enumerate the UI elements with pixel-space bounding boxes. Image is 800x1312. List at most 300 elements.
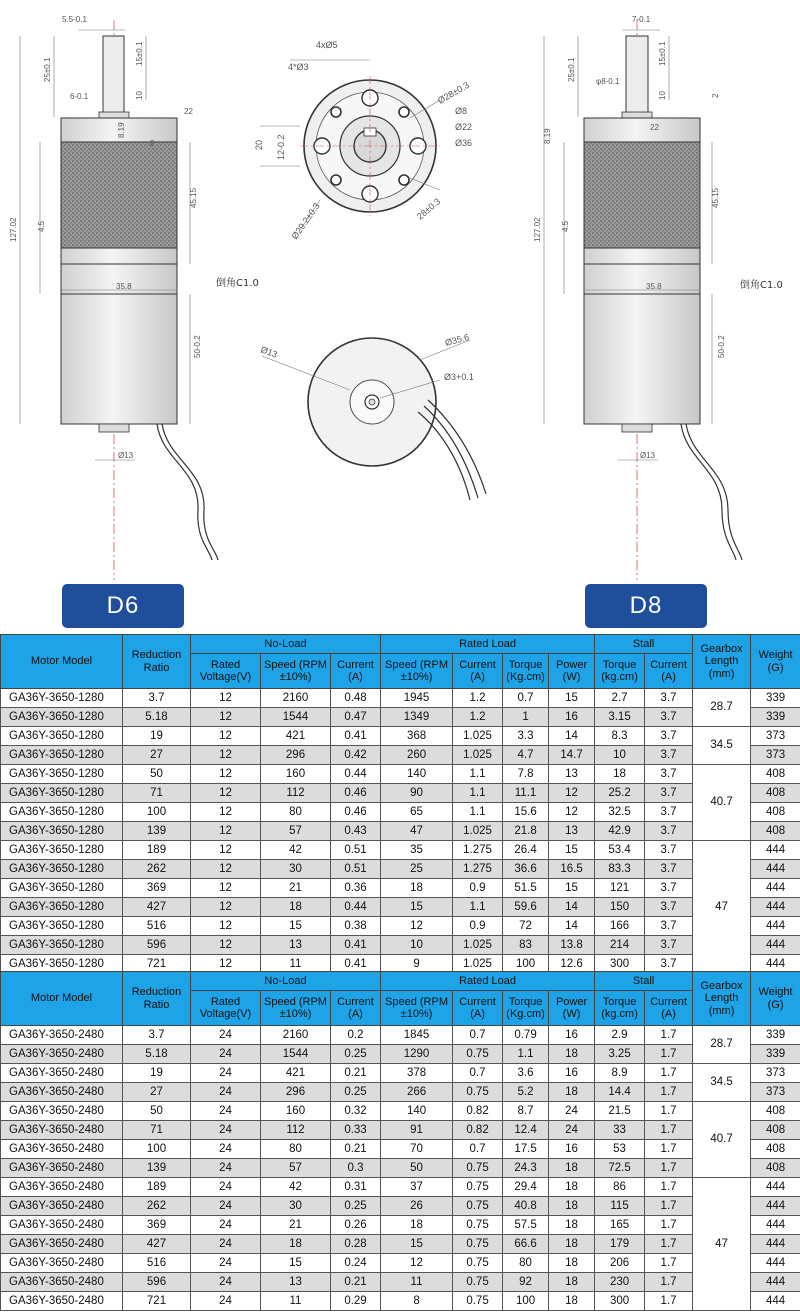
model-cell: GA36Y-3650-1280 <box>1 936 123 955</box>
table-row <box>1 1216 800 1235</box>
model-cell: GA36Y-3650-1280 <box>1 917 123 936</box>
motor-dimension-drawing <box>0 0 800 632</box>
rated-speed-cell: 8 <box>381 1292 453 1311</box>
weight-cell: 444 <box>751 955 800 974</box>
stall-current-cell: 1.7 <box>645 1178 693 1197</box>
stall-current-cell: 3.7 <box>645 727 693 746</box>
stall-current-cell: 3.7 <box>645 708 693 727</box>
rated-current-cell: 1.1 <box>453 784 503 803</box>
rated-power-cell: 12.6 <box>549 955 595 974</box>
stall-current-cell: 3.7 <box>645 917 693 936</box>
rated-speed-cell: 1945 <box>381 689 453 708</box>
noload-speed-cell: 421 <box>261 727 331 746</box>
weight-cell: 339 <box>751 1026 800 1045</box>
voltage-cell: 12 <box>191 860 261 879</box>
rated-torque-cell: 11.1 <box>503 784 549 803</box>
weight-cell: 408 <box>751 1102 800 1121</box>
model-cell: GA36Y-3650-1280 <box>1 784 123 803</box>
weight-cell: 408 <box>751 784 800 803</box>
table-body <box>1 689 800 974</box>
noload-current-cell: 0.32 <box>331 1102 381 1121</box>
model-cell: GA36Y-3650-2480 <box>1 1102 123 1121</box>
voltage-cell: 12 <box>191 917 261 936</box>
rated-speed-cell: 26 <box>381 1197 453 1216</box>
weight-cell: 373 <box>751 1083 800 1102</box>
dim-label: 5.5-0.1 <box>62 15 87 24</box>
rated-speed-cell: 37 <box>381 1178 453 1197</box>
voltage-cell: 24 <box>191 1197 261 1216</box>
model-cell: GA36Y-3650-2480 <box>1 1254 123 1273</box>
table-row <box>1 841 800 860</box>
voltage-cell: 12 <box>191 841 261 860</box>
voltage-cell: 24 <box>191 1254 261 1273</box>
voltage-cell: 12 <box>191 784 261 803</box>
rated-torque-cell: 1.1 <box>503 1045 549 1064</box>
noload-current-cell: 0.31 <box>331 1178 381 1197</box>
dim-label: Ø35.6 <box>443 331 471 348</box>
table-row <box>1 1292 800 1311</box>
rated-power-cell: 18 <box>549 1292 595 1311</box>
gearbox-length-cell: 34.5 <box>693 1064 751 1102</box>
rated-power-cell: 18 <box>549 1254 595 1273</box>
rated-torque-cell: 51.5 <box>503 879 549 898</box>
voltage-cell: 24 <box>191 1045 261 1064</box>
rated-speed-cell: 25 <box>381 860 453 879</box>
weight-cell: 339 <box>751 689 800 708</box>
rated-current-cell: 0.75 <box>453 1045 503 1064</box>
ratio-cell: 516 <box>123 917 191 936</box>
ratio-cell: 100 <box>123 1140 191 1159</box>
dim-label: Ø13 <box>640 451 656 460</box>
dim-label: 4.5 <box>561 220 570 232</box>
rated-speed-cell: 1349 <box>381 708 453 727</box>
rated-power-cell: 13.8 <box>549 936 595 955</box>
rated-speed-cell: 70 <box>381 1140 453 1159</box>
noload-speed-cell: 2160 <box>261 689 331 708</box>
noload-speed-cell: 421 <box>261 1064 331 1083</box>
rated-power-cell: 18 <box>549 1178 595 1197</box>
voltage-cell: 12 <box>191 746 261 765</box>
noload-speed-cell: 21 <box>261 1216 331 1235</box>
stall-torque-cell: 2.7 <box>595 689 645 708</box>
weight-cell: 444 <box>751 1254 800 1273</box>
weight-cell: 444 <box>751 1273 800 1292</box>
dim-label: 6-0.1 <box>70 92 89 101</box>
ratio-cell: 369 <box>123 1216 191 1235</box>
voltage-cell: 24 <box>191 1273 261 1292</box>
noload-current-cell: 0.41 <box>331 936 381 955</box>
voltage-cell: 12 <box>191 955 261 974</box>
rated-torque-cell: 3.6 <box>503 1064 549 1083</box>
noload-speed-cell: 42 <box>261 1178 331 1197</box>
rated-speed-cell: 378 <box>381 1064 453 1083</box>
model-cell: GA36Y-3650-2480 <box>1 1292 123 1311</box>
stall-current-cell: 1.7 <box>645 1292 693 1311</box>
rated-current-cell: 1.025 <box>453 936 503 955</box>
noload-speed-cell: 30 <box>261 860 331 879</box>
rated-power-cell: 15 <box>549 689 595 708</box>
gearbox-length-cell: 47 <box>693 841 751 974</box>
rated-current-cell: 0.82 <box>453 1102 503 1121</box>
dim-label: φ8-0.1 <box>596 77 620 86</box>
rated-power-cell: 14 <box>549 917 595 936</box>
dim-label: Ø3+0.1 <box>444 372 474 382</box>
noload-speed-cell: 11 <box>261 955 331 974</box>
dim-label: Ø29.2±0.3 <box>289 201 322 242</box>
model-cell: GA36Y-3650-1280 <box>1 708 123 727</box>
weight-cell: 444 <box>751 936 800 955</box>
rated-current-cell: 0.75 <box>453 1254 503 1273</box>
rated-power-cell: 12 <box>549 784 595 803</box>
ratio-cell: 721 <box>123 1292 191 1311</box>
stall-torque-cell: 121 <box>595 879 645 898</box>
noload-speed-cell: 1544 <box>261 708 331 727</box>
noload-speed-cell: 296 <box>261 1083 331 1102</box>
col-stall-torque: Torque (kg.cm) <box>595 654 645 689</box>
col-noload-current: Current (A) <box>331 654 381 689</box>
table-row <box>1 1026 800 1045</box>
rated-power-cell: 18 <box>549 1045 595 1064</box>
rated-current-cell: 1.1 <box>453 765 503 784</box>
stall-torque-cell: 53.4 <box>595 841 645 860</box>
stall-torque-cell: 214 <box>595 936 645 955</box>
rear-end-view <box>259 332 486 500</box>
rated-speed-cell: 1290 <box>381 1045 453 1064</box>
voltage-cell: 24 <box>191 1140 261 1159</box>
model-cell: GA36Y-3650-1280 <box>1 746 123 765</box>
rated-power-cell: 15 <box>549 879 595 898</box>
ratio-cell: 27 <box>123 1083 191 1102</box>
stall-current-cell: 1.7 <box>645 1159 693 1178</box>
voltage-cell: 24 <box>191 1178 261 1197</box>
stall-torque-cell: 25.2 <box>595 784 645 803</box>
rated-speed-cell: 18 <box>381 1216 453 1235</box>
rated-torque-cell: 80 <box>503 1254 549 1273</box>
voltage-cell: 24 <box>191 1121 261 1140</box>
col-noload-current: Current (A) <box>331 991 381 1026</box>
dim-label: 45.15 <box>711 187 720 208</box>
rated-power-cell: 16 <box>549 1026 595 1045</box>
stall-torque-cell: 21.5 <box>595 1102 645 1121</box>
table-row <box>1 765 800 784</box>
rated-speed-cell: 15 <box>381 898 453 917</box>
noload-speed-cell: 18 <box>261 1235 331 1254</box>
voltage-cell: 12 <box>191 708 261 727</box>
noload-speed-cell: 296 <box>261 746 331 765</box>
chamfer-note: 倒角C1.0 <box>740 280 783 291</box>
noload-speed-cell: 18 <box>261 898 331 917</box>
stall-torque-cell: 179 <box>595 1235 645 1254</box>
table-row <box>1 1045 800 1064</box>
weight-cell: 408 <box>751 1140 800 1159</box>
voltage-cell: 12 <box>191 727 261 746</box>
noload-current-cell: 0.44 <box>331 898 381 917</box>
group-rated-load: Rated Load <box>381 635 595 654</box>
voltage-cell: 12 <box>191 803 261 822</box>
noload-current-cell: 0.21 <box>331 1064 381 1083</box>
noload-current-cell: 0.43 <box>331 822 381 841</box>
rated-current-cell: 1.2 <box>453 689 503 708</box>
model-cell: GA36Y-3650-2480 <box>1 1064 123 1083</box>
stall-torque-cell: 18 <box>595 765 645 784</box>
noload-current-cell: 0.46 <box>331 784 381 803</box>
rated-current-cell: 1.025 <box>453 955 503 974</box>
weight-cell: 444 <box>751 860 800 879</box>
weight-cell: 444 <box>751 1197 800 1216</box>
left-side-view <box>9 15 259 580</box>
weight-cell: 444 <box>751 1216 800 1235</box>
stall-current-cell: 3.7 <box>645 746 693 765</box>
ratio-cell: 139 <box>123 822 191 841</box>
table-row <box>1 936 800 955</box>
rated-power-cell: 18 <box>549 1235 595 1254</box>
voltage-cell: 12 <box>191 879 261 898</box>
noload-current-cell: 0.21 <box>331 1140 381 1159</box>
stall-torque-cell: 42.9 <box>595 822 645 841</box>
ratio-cell: 100 <box>123 803 191 822</box>
dim-label: 4xØ5 <box>316 40 338 50</box>
noload-speed-cell: 1544 <box>261 1045 331 1064</box>
noload-speed-cell: 160 <box>261 765 331 784</box>
voltage-cell: 12 <box>191 936 261 955</box>
rated-current-cell: 1.1 <box>453 898 503 917</box>
rated-current-cell: 0.75 <box>453 1235 503 1254</box>
dim-label: 25±0.1 <box>567 57 576 82</box>
voltage-cell: 24 <box>191 1026 261 1045</box>
stall-torque-cell: 33 <box>595 1121 645 1140</box>
model-cell: GA36Y-3650-1280 <box>1 841 123 860</box>
stall-torque-cell: 230 <box>595 1273 645 1292</box>
rated-current-cell: 1.275 <box>453 841 503 860</box>
rated-power-cell: 24 <box>549 1121 595 1140</box>
rated-torque-cell: 40.8 <box>503 1197 549 1216</box>
weight-cell: 408 <box>751 1159 800 1178</box>
noload-current-cell: 0.24 <box>331 1254 381 1273</box>
rated-power-cell: 16 <box>549 1064 595 1083</box>
rated-power-cell: 12 <box>549 803 595 822</box>
stall-current-cell: 3.7 <box>645 936 693 955</box>
chamfer-note: 倒角C1.0 <box>216 278 259 289</box>
dim-label: Ø36 <box>455 138 473 148</box>
ratio-cell: 5.18 <box>123 1045 191 1064</box>
model-cell: GA36Y-3650-1280 <box>1 822 123 841</box>
stall-current-cell: 1.7 <box>645 1064 693 1083</box>
noload-current-cell: 0.21 <box>331 1273 381 1292</box>
rated-torque-cell: 57.5 <box>503 1216 549 1235</box>
noload-current-cell: 0.42 <box>331 746 381 765</box>
ratio-cell: 71 <box>123 784 191 803</box>
model-cell: GA36Y-3650-2480 <box>1 1178 123 1197</box>
noload-speed-cell: 80 <box>261 803 331 822</box>
col-stall-torque: Torque (kg.cm) <box>595 991 645 1026</box>
rated-power-cell: 16.5 <box>549 860 595 879</box>
col-gearbox-length: Gearbox Length (mm) <box>693 972 751 1026</box>
ratio-cell: 721 <box>123 955 191 974</box>
table-row <box>1 860 800 879</box>
model-cell: GA36Y-3650-1280 <box>1 803 123 822</box>
weight-cell: 373 <box>751 746 800 765</box>
dim-label: Ø13 <box>118 451 134 460</box>
table-row <box>1 746 800 765</box>
noload-speed-cell: 57 <box>261 822 331 841</box>
model-cell: GA36Y-3650-1280 <box>1 860 123 879</box>
dim-label: 4.5 <box>37 220 46 232</box>
stall-current-cell: 1.7 <box>645 1273 693 1292</box>
table-header <box>1 635 800 689</box>
noload-current-cell: 0.25 <box>331 1045 381 1064</box>
noload-current-cell: 0.41 <box>331 955 381 974</box>
ratio-cell: 19 <box>123 727 191 746</box>
ratio-cell: 516 <box>123 1254 191 1273</box>
rated-torque-cell: 72 <box>503 917 549 936</box>
stall-torque-cell: 166 <box>595 917 645 936</box>
voltage-cell: 12 <box>191 765 261 784</box>
table-row <box>1 727 800 746</box>
ratio-cell: 262 <box>123 860 191 879</box>
voltage-cell: 24 <box>191 1235 261 1254</box>
noload-current-cell: 0.41 <box>331 727 381 746</box>
col-weight: Weight (G) <box>751 972 800 1026</box>
ratio-cell: 596 <box>123 1273 191 1292</box>
table-row <box>1 1254 800 1273</box>
spec-table-12v <box>0 634 800 974</box>
stall-current-cell: 1.7 <box>645 1235 693 1254</box>
group-no-load: No-Load <box>191 972 381 991</box>
noload-speed-cell: 80 <box>261 1140 331 1159</box>
rated-power-cell: 18 <box>549 1159 595 1178</box>
table-row <box>1 822 800 841</box>
noload-current-cell: 0.25 <box>331 1197 381 1216</box>
weight-cell: 373 <box>751 1064 800 1083</box>
dim-label: 8.19 <box>117 122 126 138</box>
rated-torque-cell: 0.7 <box>503 689 549 708</box>
rated-speed-cell: 140 <box>381 765 453 784</box>
dim-label: 12-0.2 <box>276 134 286 160</box>
table-row <box>1 1083 800 1102</box>
rated-torque-cell: 59.6 <box>503 898 549 917</box>
col-rated-speed: Speed (RPM ±10%) <box>381 991 453 1026</box>
dim-label: 35.8 <box>646 282 662 291</box>
ratio-cell: 50 <box>123 1102 191 1121</box>
stall-torque-cell: 83.3 <box>595 860 645 879</box>
table-row <box>1 1235 800 1254</box>
rated-speed-cell: 12 <box>381 1254 453 1273</box>
rated-power-cell: 24 <box>549 1102 595 1121</box>
rated-torque-cell: 66.6 <box>503 1235 549 1254</box>
rated-torque-cell: 17.5 <box>503 1140 549 1159</box>
table-row <box>1 708 800 727</box>
gearbox-length-cell: 40.7 <box>693 1102 751 1178</box>
rated-power-cell: 16 <box>549 1140 595 1159</box>
noload-speed-cell: 112 <box>261 784 331 803</box>
dim-label: 22 <box>184 107 193 116</box>
rated-speed-cell: 50 <box>381 1159 453 1178</box>
noload-current-cell: 0.47 <box>331 708 381 727</box>
voltage-cell: 24 <box>191 1159 261 1178</box>
ratio-cell: 427 <box>123 1235 191 1254</box>
stall-torque-cell: 206 <box>595 1254 645 1273</box>
noload-current-cell: 0.44 <box>331 765 381 784</box>
noload-speed-cell: 57 <box>261 1159 331 1178</box>
model-cell: GA36Y-3650-2480 <box>1 1121 123 1140</box>
shaft-variant-badge: D6 <box>62 584 184 628</box>
stall-torque-cell: 14.4 <box>595 1083 645 1102</box>
stall-current-cell: 1.7 <box>645 1083 693 1102</box>
stall-current-cell: 1.7 <box>645 1102 693 1121</box>
group-stall: Stall <box>595 635 693 654</box>
ratio-cell: 50 <box>123 765 191 784</box>
col-motor-model: Motor Model <box>1 972 123 1026</box>
noload-current-cell: 0.51 <box>331 860 381 879</box>
rated-current-cell: 0.75 <box>453 1159 503 1178</box>
table-row <box>1 1102 800 1121</box>
model-cell: GA36Y-3650-2480 <box>1 1083 123 1102</box>
weight-cell: 339 <box>751 708 800 727</box>
rated-current-cell: 0.82 <box>453 1121 503 1140</box>
ratio-cell: 189 <box>123 1178 191 1197</box>
dim-label: 10 <box>135 91 144 100</box>
rated-speed-cell: 15 <box>381 1235 453 1254</box>
stall-current-cell: 1.7 <box>645 1045 693 1064</box>
rated-current-cell: 0.7 <box>453 1140 503 1159</box>
dim-label: 7-0.1 <box>632 15 651 24</box>
dim-label: 50-0.2 <box>193 335 202 358</box>
col-rated-current: Current (A) <box>453 654 503 689</box>
front-flange-view <box>254 40 472 241</box>
noload-current-cell: 0.26 <box>331 1216 381 1235</box>
gearbox-length-cell: 28.7 <box>693 1026 751 1064</box>
rated-speed-cell: 266 <box>381 1083 453 1102</box>
col-stall-current: Current (A) <box>645 654 693 689</box>
table-row <box>1 689 800 708</box>
rated-speed-cell: 65 <box>381 803 453 822</box>
col-rated-power: Power (W) <box>549 991 595 1026</box>
model-cell: GA36Y-3650-2480 <box>1 1026 123 1045</box>
col-weight: Weight (G) <box>751 635 800 689</box>
dim-label: 22 <box>650 123 659 132</box>
col-noload-speed: Speed (RPM ±10%) <box>261 991 331 1026</box>
table-row <box>1 1140 800 1159</box>
rated-torque-cell: 7.8 <box>503 765 549 784</box>
dim-label: 4*Ø3 <box>288 62 309 72</box>
rated-current-cell: 1.275 <box>453 860 503 879</box>
dim-label: 20 <box>254 139 264 150</box>
stall-current-cell: 3.7 <box>645 898 693 917</box>
rated-current-cell: 1.025 <box>453 822 503 841</box>
noload-speed-cell: 15 <box>261 1254 331 1273</box>
table-row <box>1 803 800 822</box>
model-cell: GA36Y-3650-1280 <box>1 727 123 746</box>
rated-torque-cell: 3.3 <box>503 727 549 746</box>
dim-label: 127.02 <box>9 217 18 242</box>
stall-torque-cell: 32.5 <box>595 803 645 822</box>
rated-torque-cell: 100 <box>503 1292 549 1311</box>
voltage-cell: 24 <box>191 1064 261 1083</box>
rated-current-cell: 1.2 <box>453 708 503 727</box>
stall-current-cell: 3.7 <box>645 689 693 708</box>
stall-current-cell: 3.7 <box>645 879 693 898</box>
rated-torque-cell: 5.2 <box>503 1083 549 1102</box>
stall-torque-cell: 3.15 <box>595 708 645 727</box>
table-row <box>1 1159 800 1178</box>
rated-current-cell: 0.75 <box>453 1197 503 1216</box>
stall-torque-cell: 10 <box>595 746 645 765</box>
rated-speed-cell: 11 <box>381 1273 453 1292</box>
weight-cell: 444 <box>751 1178 800 1197</box>
ratio-cell: 427 <box>123 898 191 917</box>
model-cell: GA36Y-3650-2480 <box>1 1045 123 1064</box>
dim-label: 2 <box>150 139 155 148</box>
